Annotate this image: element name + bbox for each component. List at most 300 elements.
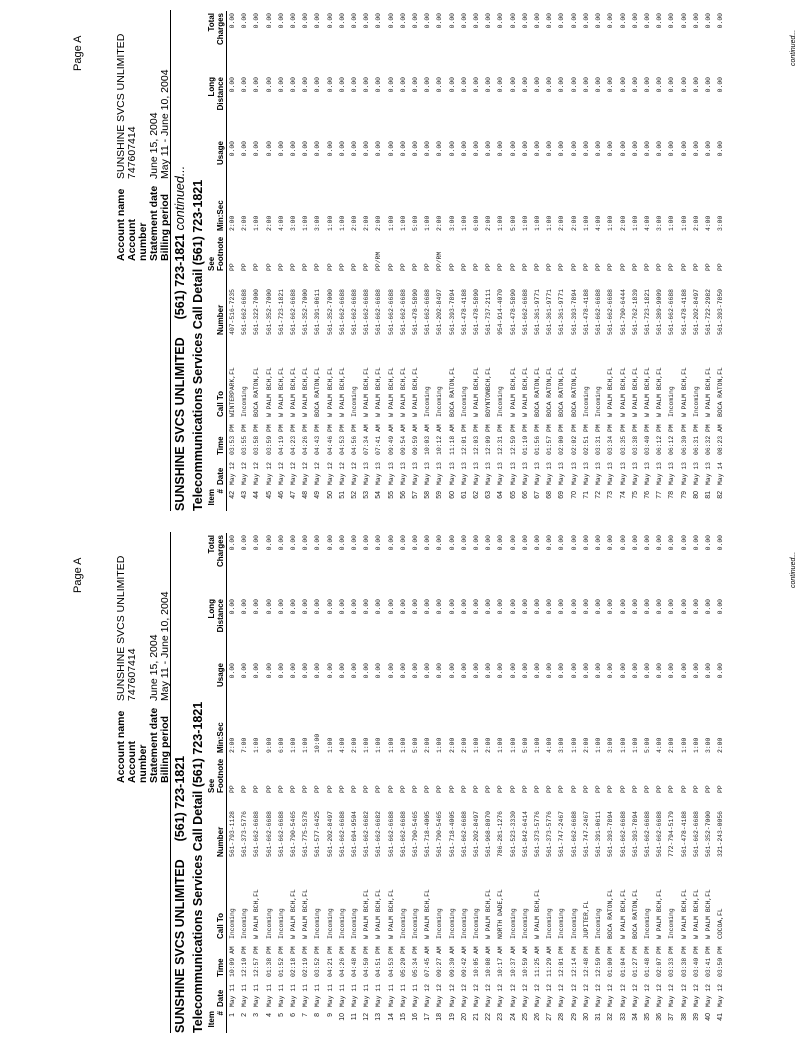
table-row bbox=[459, 11, 471, 511]
cell-minsec: 4:00 bbox=[595, 215, 603, 231]
cell-item: 43 bbox=[241, 491, 249, 499]
cell-minsec: 2:00 bbox=[692, 215, 700, 231]
cell-usage: 0.00 bbox=[582, 663, 590, 679]
table-row bbox=[434, 533, 446, 1033]
cell-minsec: 1:00 bbox=[399, 737, 407, 753]
cell-call-to: W PALM BCH,FL bbox=[704, 367, 712, 417]
cell-minsec: 3:00 bbox=[448, 215, 456, 231]
cell-footnote: PP bbox=[253, 785, 261, 793]
cell-date: May 12 bbox=[290, 461, 298, 485]
cell-time: 10:08 AM bbox=[485, 946, 493, 977]
cell-minsec: 4:00 bbox=[338, 737, 346, 753]
cell-usage: 0.00 bbox=[607, 141, 615, 157]
cell-minsec: 1:00 bbox=[436, 737, 444, 753]
cell-time: 03:38 PM bbox=[631, 424, 639, 455]
cell-date: May 11 bbox=[338, 983, 346, 1007]
cell-call-to: Incoming bbox=[497, 386, 505, 417]
cell-footnote: PP bbox=[607, 263, 615, 271]
cell-call-to: W PALM BCH,FL bbox=[290, 367, 298, 417]
cell-number: 561-790-5465 bbox=[412, 810, 420, 857]
cell-footnote: PP bbox=[619, 263, 627, 271]
cell-total-charges: 0.00 bbox=[387, 13, 395, 29]
cell-call-to: COCOA,FL bbox=[717, 908, 725, 939]
table-row bbox=[349, 533, 361, 1033]
cell-time: 12:01 PM bbox=[460, 424, 468, 455]
cell-footnote: PP bbox=[656, 263, 664, 271]
cell-total-charges: 0.00 bbox=[460, 535, 468, 551]
cell-minsec: 1:00 bbox=[607, 215, 615, 231]
table-row bbox=[422, 11, 434, 511]
cell-item: 81 bbox=[704, 491, 712, 499]
table-row bbox=[483, 11, 495, 511]
cell-usage: 0.00 bbox=[241, 141, 249, 157]
cell-time: 09:27 AM bbox=[436, 946, 444, 977]
cell-usage: 0.00 bbox=[680, 141, 688, 157]
cell-item: 41 bbox=[717, 1013, 725, 1021]
billing-period-value: May 11 - June 10, 2004 bbox=[159, 69, 171, 179]
cell-item: 77 bbox=[656, 491, 664, 499]
cell-footnote: PP bbox=[277, 785, 285, 793]
cell-usage: 0.00 bbox=[668, 663, 676, 679]
cell-time: 03:53 PM bbox=[229, 424, 236, 455]
cell-item: 69 bbox=[558, 491, 566, 499]
cell-date: May 12 bbox=[265, 461, 273, 485]
section-company: SUNSHINE SVCS UNLIMITED bbox=[173, 859, 187, 1033]
cell-number: 561-393-7894 bbox=[448, 288, 456, 335]
cell-item: 38 bbox=[680, 1013, 688, 1021]
cell-date: May 12 bbox=[253, 461, 261, 485]
cell-minsec: 2:00 bbox=[241, 215, 249, 231]
cell-call-to: Incoming bbox=[436, 908, 444, 939]
statement-page-left bbox=[0, 522, 809, 1043]
cell-item: 76 bbox=[643, 491, 651, 499]
col-item: Item # bbox=[207, 1009, 227, 1033]
table-row bbox=[654, 533, 666, 1033]
cell-usage: 0.00 bbox=[497, 663, 505, 679]
cell-long-distance: 0.00 bbox=[582, 77, 590, 93]
cell-call-to: W PALM BCH,FL bbox=[363, 367, 371, 417]
cell-time: 06:12 PM bbox=[656, 424, 664, 455]
cell-date: May 12 bbox=[314, 461, 322, 485]
cell-minsec: 5:00 bbox=[412, 737, 420, 753]
cell-time: 01:56 PM bbox=[534, 424, 542, 455]
cell-footnote: PP bbox=[460, 785, 468, 793]
cell-usage: 0.00 bbox=[497, 141, 505, 157]
cell-minsec: 1:00 bbox=[326, 215, 334, 231]
cell-date: May 13 bbox=[534, 461, 542, 485]
cell-time: 09:54 AM bbox=[399, 424, 407, 455]
cell-usage: 0.00 bbox=[314, 663, 322, 679]
cell-long-distance: 0.00 bbox=[265, 599, 273, 615]
cell-total-charges: 0.00 bbox=[351, 13, 359, 29]
cell-item: 64 bbox=[497, 491, 505, 499]
cell-long-distance: 0.00 bbox=[412, 77, 420, 93]
cell-date: May 13 bbox=[460, 461, 468, 485]
cell-footnote: PP bbox=[277, 263, 285, 271]
cell-item: 68 bbox=[546, 491, 554, 499]
cell-total-charges: 0.00 bbox=[448, 13, 456, 29]
cell-number: 561-389-9009 bbox=[656, 288, 664, 335]
cell-call-to: W PALM BCH,FL bbox=[387, 367, 395, 417]
table-row bbox=[495, 11, 507, 511]
cell-usage: 0.00 bbox=[363, 663, 371, 679]
cell-time: 03:35 PM bbox=[619, 424, 627, 455]
table-row bbox=[532, 533, 544, 1033]
cell-minsec: 5:00 bbox=[643, 737, 651, 753]
cell-date: May 12 bbox=[582, 983, 590, 1007]
cell-number: 561-391-0611 bbox=[595, 810, 603, 857]
cell-number: 561-790-6444 bbox=[619, 288, 627, 335]
cell-minsec: 2:00 bbox=[351, 215, 359, 231]
cell-total-charges: 0.00 bbox=[277, 13, 285, 29]
cell-total-charges: 0.00 bbox=[375, 535, 383, 551]
cell-long-distance: 0.00 bbox=[485, 599, 493, 615]
cell-call-to: W PALM BCH,FL bbox=[363, 889, 371, 939]
cell-time: 03:31 PM bbox=[595, 424, 603, 455]
cell-call-to: Incoming bbox=[326, 908, 334, 939]
cell-date: May 11 bbox=[412, 983, 420, 1007]
cell-call-to: BOCA RATON,FL bbox=[717, 367, 725, 417]
cell-time: 01:48 PM bbox=[643, 946, 651, 977]
page-label: Page A bbox=[72, 557, 84, 593]
cell-footnote: PP bbox=[509, 785, 517, 793]
section-heading bbox=[173, 756, 187, 1033]
cell-call-to: BOCA RATON,FL bbox=[570, 367, 578, 417]
cell-call-to: W PALM BCH,FL bbox=[692, 889, 700, 939]
table-row bbox=[264, 11, 276, 511]
cell-number: 561-361-9771 bbox=[546, 288, 554, 335]
col-total-charges: Total Charges bbox=[207, 533, 227, 597]
statement-date-value: June 15, 2004 bbox=[148, 634, 160, 701]
statement-date-value: June 15, 2004 bbox=[148, 112, 160, 179]
cell-time: 02:02 PM bbox=[570, 424, 578, 455]
call-detail-heading: Telecommunications Services Call Detail (561) 723-1821 bbox=[191, 701, 205, 1033]
cell-minsec: 1:00 bbox=[387, 215, 395, 231]
table-row bbox=[556, 533, 568, 1033]
cell-long-distance: 0.00 bbox=[631, 599, 639, 615]
cell-call-to: BOCA RATON,FL bbox=[448, 367, 456, 417]
table-row bbox=[239, 533, 251, 1033]
cell-date: May 13 bbox=[656, 461, 664, 485]
cell-call-to: W PALM BCH,FL bbox=[375, 889, 383, 939]
cell-time: 02:18 PM bbox=[290, 946, 298, 977]
table-row bbox=[691, 11, 703, 511]
cell-item: 39 bbox=[692, 1013, 700, 1021]
table-row bbox=[288, 11, 300, 511]
col-date: Date bbox=[207, 457, 227, 487]
cell-total-charges: 0.00 bbox=[424, 535, 432, 551]
cell-long-distance: 0.00 bbox=[509, 599, 517, 615]
cell-date: May 12 bbox=[351, 461, 359, 485]
cell-item: 40 bbox=[704, 1013, 712, 1021]
table-row bbox=[483, 533, 495, 1033]
cell-footnote: PP bbox=[558, 785, 566, 793]
cell-time: 11:18 AM bbox=[448, 424, 456, 455]
cell-call-to: W PALM BCH,FL bbox=[631, 367, 639, 417]
cell-footnote: PP bbox=[265, 785, 273, 793]
cell-call-to: W PALM BCH,FL bbox=[656, 367, 664, 417]
cell-footnote: PP bbox=[338, 263, 346, 271]
cell-number: 561-662-6688 bbox=[387, 288, 395, 335]
cell-date: May 13 bbox=[582, 461, 590, 485]
cell-number: 561-790-5465 bbox=[436, 810, 444, 857]
cell-time: 01:52 PM bbox=[277, 946, 285, 977]
section-phone: (561) 723-1821 bbox=[173, 233, 187, 320]
cell-number: 561-478-4188 bbox=[582, 288, 590, 335]
table-row bbox=[386, 11, 398, 511]
cell-time: 04:23 PM bbox=[290, 424, 298, 455]
table-row bbox=[715, 11, 727, 511]
cell-call-to: W PALM BCH,FL bbox=[607, 367, 615, 417]
cell-minsec: 2:00 bbox=[265, 215, 273, 231]
section-company: SUNSHINE SVCS UNLIMITED bbox=[173, 337, 187, 511]
cell-number: 561-662-6688 bbox=[253, 810, 261, 857]
cell-time: 06:31 PM bbox=[692, 424, 700, 455]
cell-footnote: PP bbox=[546, 263, 554, 271]
cell-number: 561-662-6688 bbox=[351, 288, 359, 335]
cell-date: May 12 bbox=[473, 983, 481, 1007]
cell-minsec: 1:00 bbox=[509, 737, 517, 753]
cell-footnote: PP bbox=[338, 785, 346, 793]
table-row bbox=[349, 11, 361, 511]
table-row bbox=[325, 11, 337, 511]
cell-minsec: 1:00 bbox=[570, 737, 578, 753]
cell-usage: 0.00 bbox=[424, 663, 432, 679]
cell-total-charges: 0.00 bbox=[399, 13, 407, 29]
cell-time: 03:33 PM bbox=[668, 946, 676, 977]
cell-usage: 0.00 bbox=[229, 663, 236, 679]
cell-number: 561-662-6682 bbox=[375, 810, 383, 857]
cell-time: 09:59 AM bbox=[412, 424, 420, 455]
cell-date: May 13 bbox=[424, 461, 432, 485]
cell-call-to: BOCA RATON,FL bbox=[546, 367, 554, 417]
cell-date: May 12 bbox=[229, 461, 236, 485]
cell-time: 01:00 PM bbox=[607, 946, 615, 977]
cell-date: May 13 bbox=[595, 461, 603, 485]
cell-long-distance: 0.00 bbox=[643, 77, 651, 93]
cell-time: 04:19 PM bbox=[277, 424, 285, 455]
section-phone: (561) 723-1821 bbox=[173, 755, 187, 842]
cell-date: May 12 bbox=[534, 983, 542, 1007]
cell-call-to: Incoming bbox=[229, 908, 236, 939]
cell-date: May 12 bbox=[643, 983, 651, 1007]
cell-long-distance: 0.00 bbox=[448, 599, 456, 615]
cell-usage: 0.00 bbox=[387, 663, 395, 679]
cell-total-charges: 0.00 bbox=[619, 13, 627, 29]
cell-footnote: PP bbox=[595, 785, 603, 793]
cell-minsec: 1:00 bbox=[326, 737, 334, 753]
cell-footnote: PP bbox=[302, 785, 310, 793]
cell-time: 09:30 AM bbox=[448, 946, 456, 977]
cell-call-to: Incoming bbox=[412, 908, 420, 939]
cell-footnote: PP bbox=[619, 785, 627, 793]
cell-long-distance: 0.00 bbox=[326, 77, 334, 93]
cell-usage: 0.00 bbox=[521, 141, 529, 157]
cell-total-charges: 0.00 bbox=[509, 13, 517, 29]
cell-call-to: W PALM BCH,FL bbox=[277, 367, 285, 417]
cell-total-charges: 0.00 bbox=[704, 13, 712, 29]
cell-usage: 0.00 bbox=[241, 663, 249, 679]
cell-item: 79 bbox=[680, 491, 688, 499]
cell-long-distance: 0.00 bbox=[338, 599, 346, 615]
cell-usage: 0.00 bbox=[704, 141, 712, 157]
cell-time: 10:59 AM bbox=[521, 946, 529, 977]
cell-item: 16 bbox=[412, 1013, 420, 1021]
cell-date: May 12 bbox=[595, 983, 603, 1007]
cell-usage: 0.00 bbox=[326, 663, 334, 679]
table-row bbox=[264, 533, 276, 1033]
cell-call-to: Incoming bbox=[424, 386, 432, 417]
cell-item: 60 bbox=[448, 491, 456, 499]
cell-minsec: 2:00 bbox=[485, 215, 493, 231]
cell-minsec: 2:00 bbox=[717, 737, 725, 753]
cell-minsec: 1:00 bbox=[375, 737, 383, 753]
col-time: Time bbox=[207, 941, 227, 979]
cell-date: May 13 bbox=[680, 461, 688, 485]
cell-item: 72 bbox=[595, 491, 603, 499]
cell-total-charges: 0.00 bbox=[485, 13, 493, 29]
cell-call-to: Incoming bbox=[460, 908, 468, 939]
cell-call-to: W PALM BCH,FL bbox=[704, 889, 712, 939]
cell-date: May 13 bbox=[497, 461, 505, 485]
cell-usage: 0.00 bbox=[399, 141, 407, 157]
cell-footnote: PP bbox=[424, 785, 432, 793]
table-row bbox=[605, 533, 617, 1033]
cell-usage: 0.00 bbox=[692, 663, 700, 679]
cell-total-charges: 0.00 bbox=[692, 535, 700, 551]
cell-minsec: 1:00 bbox=[680, 215, 688, 231]
cell-item: 36 bbox=[656, 1013, 664, 1021]
cell-usage: 0.00 bbox=[607, 663, 615, 679]
cell-minsec: 1:00 bbox=[619, 737, 627, 753]
cell-date: May 12 bbox=[692, 983, 700, 1007]
table-row bbox=[703, 533, 715, 1033]
cell-long-distance: 0.00 bbox=[668, 599, 676, 615]
cell-item: 78 bbox=[668, 491, 676, 499]
cell-footnote: PP bbox=[314, 263, 322, 271]
table-row bbox=[471, 533, 483, 1033]
cell-item: 73 bbox=[607, 491, 615, 499]
cell-number: 561-391-0611 bbox=[314, 288, 322, 335]
cell-number: 772-794-5179 bbox=[668, 810, 676, 857]
cell-time: 01:57 PM bbox=[546, 424, 554, 455]
table-row bbox=[569, 11, 581, 511]
cell-minsec: 2:00 bbox=[485, 737, 493, 753]
cell-call-to: W PALM BCH,FL bbox=[619, 367, 627, 417]
col-minsec: Min:Sec bbox=[207, 187, 227, 233]
cell-date: May 11 bbox=[363, 983, 371, 1007]
cell-long-distance: 0.00 bbox=[290, 599, 298, 615]
cell-footnote: PP bbox=[582, 785, 590, 793]
cell-minsec: 1:00 bbox=[631, 737, 639, 753]
cell-date: May 12 bbox=[521, 983, 529, 1007]
cell-minsec: 1:00 bbox=[302, 737, 310, 753]
table-row bbox=[642, 533, 654, 1033]
cell-number: 561-662-6688 bbox=[521, 288, 529, 335]
statement-date-label: Statement date bbox=[148, 707, 160, 783]
cell-call-to: Incoming bbox=[314, 908, 322, 939]
account-number-value: 747607414 bbox=[126, 648, 138, 701]
continued-note: continued... bbox=[790, 29, 797, 66]
table-row bbox=[605, 11, 617, 511]
col-see-footnote: See Footnote bbox=[207, 233, 227, 273]
cell-item: 29 bbox=[570, 1013, 578, 1021]
account-block bbox=[116, 556, 171, 783]
cell-item: 27 bbox=[546, 1013, 554, 1021]
cell-item: 55 bbox=[387, 491, 395, 499]
cell-date: May 11 bbox=[387, 983, 395, 1007]
cell-total-charges: 0.00 bbox=[241, 13, 249, 29]
cell-minsec: 3:00 bbox=[717, 215, 725, 231]
col-long-distance: Long Distance bbox=[207, 75, 227, 139]
cell-item: 14 bbox=[387, 1013, 395, 1021]
cell-total-charges: 0.00 bbox=[680, 13, 688, 29]
cell-number: 561-393-7894 bbox=[631, 810, 639, 857]
cell-number: 561-775-5378 bbox=[302, 810, 310, 857]
cell-footnote: PP bbox=[460, 263, 468, 271]
cell-usage: 0.00 bbox=[375, 663, 383, 679]
cell-number: 561-662-6688 bbox=[399, 288, 407, 335]
cell-total-charges: 0.00 bbox=[680, 535, 688, 551]
cell-item: 74 bbox=[619, 491, 627, 499]
cell-usage: 0.00 bbox=[326, 141, 334, 157]
cell-usage: 0.00 bbox=[643, 141, 651, 157]
cell-long-distance: 0.00 bbox=[460, 599, 468, 615]
cell-usage: 0.00 bbox=[290, 141, 298, 157]
cell-total-charges: 0.00 bbox=[704, 535, 712, 551]
cell-item: 10 bbox=[338, 1013, 346, 1021]
table-row bbox=[288, 533, 300, 1033]
cell-long-distance: 0.00 bbox=[277, 599, 285, 615]
cell-call-to: Incoming bbox=[558, 908, 566, 939]
cell-item: 34 bbox=[631, 1013, 639, 1021]
cell-call-to: BOYNTONBCH,FL bbox=[485, 367, 493, 417]
cell-call-to: W PALM BCH,FL bbox=[412, 367, 420, 417]
cell-long-distance: 0.00 bbox=[387, 77, 395, 93]
cell-total-charges: 0.00 bbox=[290, 13, 298, 29]
cell-long-distance: 0.00 bbox=[509, 77, 517, 93]
cell-number: 561-478-5890 bbox=[412, 288, 420, 335]
table-row bbox=[618, 11, 630, 511]
cell-minsec: 3:00 bbox=[704, 737, 712, 753]
cell-minsec: 1:00 bbox=[680, 737, 688, 753]
cell-minsec: 2:00 bbox=[375, 215, 383, 231]
table-row bbox=[520, 533, 532, 1033]
cell-date: May 13 bbox=[619, 461, 627, 485]
cell-item: 67 bbox=[534, 491, 542, 499]
table-row bbox=[373, 11, 385, 511]
cell-usage: 0.00 bbox=[424, 141, 432, 157]
billing-period-label: Billing period bbox=[159, 715, 171, 783]
cell-total-charges: 0.00 bbox=[302, 13, 310, 29]
cell-long-distance: 0.00 bbox=[558, 77, 566, 93]
cell-minsec: 2:00 bbox=[436, 215, 444, 231]
cell-usage: 0.00 bbox=[717, 663, 725, 679]
cell-total-charges: 0.00 bbox=[546, 535, 554, 551]
table-row bbox=[227, 533, 240, 1033]
cell-time: 01:27 PM bbox=[631, 946, 639, 977]
cell-item: 1 bbox=[229, 1013, 236, 1017]
cell-date: May 12 bbox=[704, 983, 712, 1007]
cell-date: May 13 bbox=[363, 461, 371, 485]
cell-time: 04:48 PM bbox=[351, 946, 359, 977]
cell-item: 51 bbox=[338, 491, 346, 499]
cell-number: 561-662-6688 bbox=[692, 810, 700, 857]
cell-usage: 0.00 bbox=[704, 663, 712, 679]
cell-number: 561-662-6688 bbox=[363, 288, 371, 335]
cell-call-to: Incoming bbox=[351, 908, 359, 939]
table-row bbox=[508, 11, 520, 511]
